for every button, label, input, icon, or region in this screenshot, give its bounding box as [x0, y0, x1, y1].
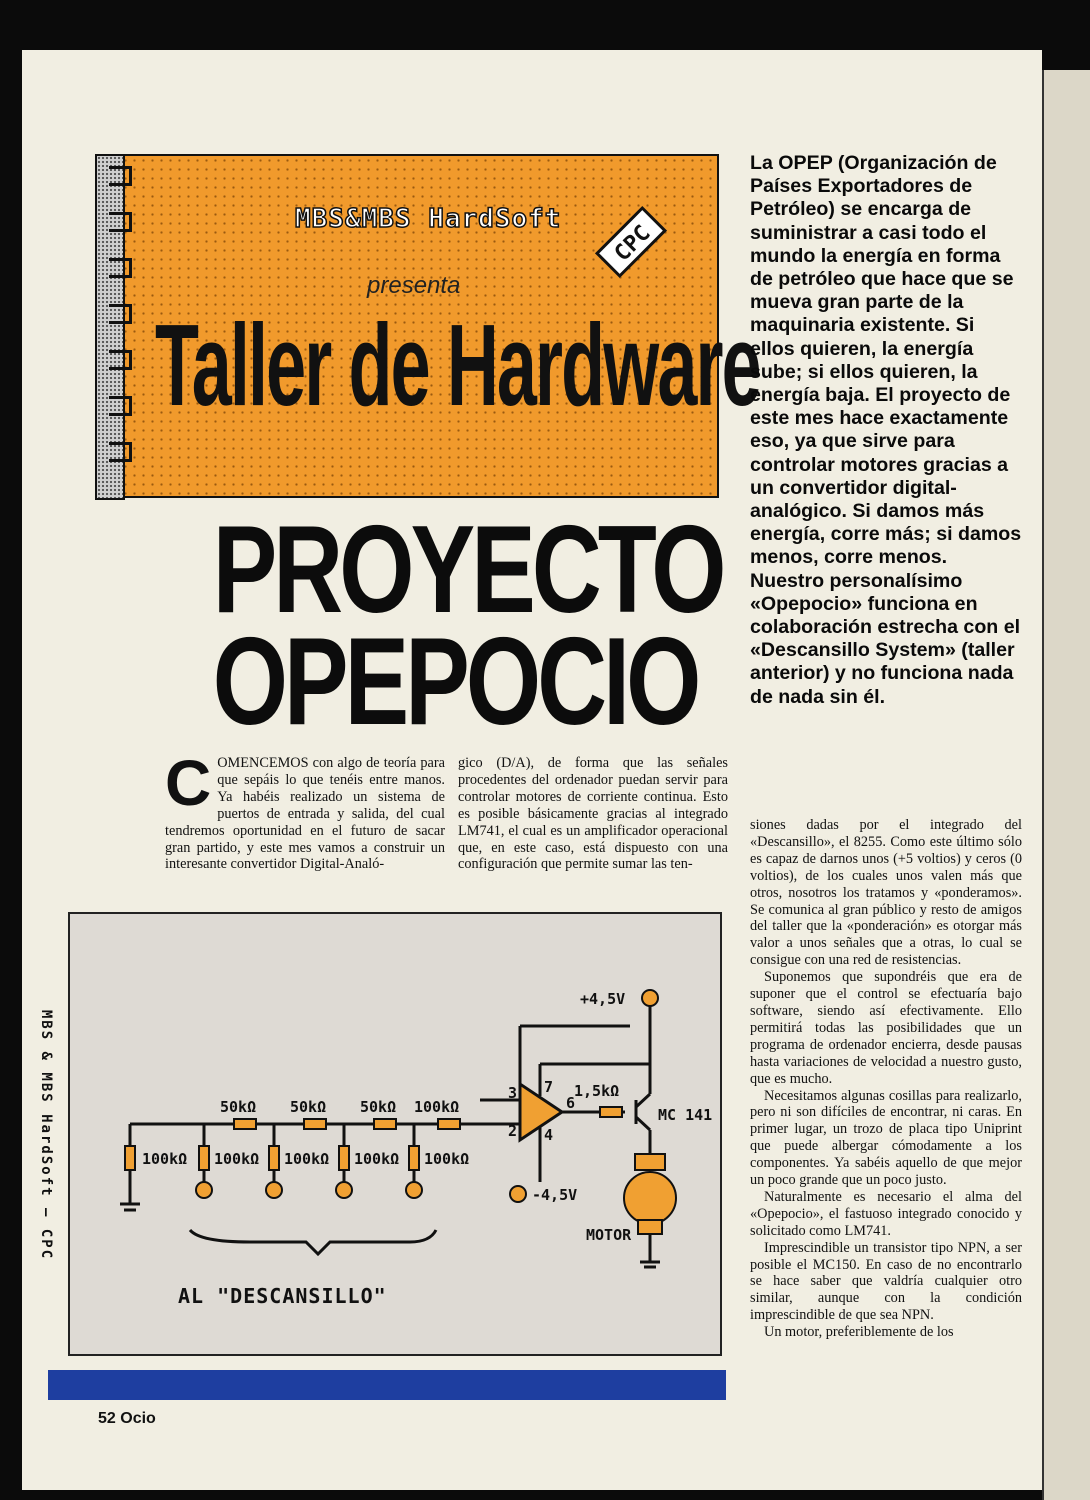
- r-series-label: 50kΩ: [360, 1098, 397, 1116]
- body-paragraph: siones dadas por el integrado del «Descansillo», el 8255. Como este último sólo es capaz de darnos unos (+5 voltios) y ceros (0 voltios), de los cuales unos valen más que otros, nosotros los tratamos y «ponderamos». Se comunica al gran público y resto de amigos del taller que la «ponderación» es otorgar más valor a unos señales que a otras, lo cual se consigue con una red de resistencias.: [750, 817, 1022, 969]
- r-shunt-label: 100kΩ: [354, 1150, 400, 1168]
- body-paragraph: Suponemos que supondréis que era de suponer que el control se efectuaría bajo software, siendo así efectivamente. Ello permitirá todas las posibilidades que un programa de ordenador encierra, desde pausas hasta variaciones de velocidad a nuestro gusto, que es mucho.: [750, 969, 1022, 1087]
- input-terminal: [336, 1182, 352, 1198]
- pin-label: 4: [544, 1126, 554, 1144]
- side-credit: [36, 913, 56, 1361]
- input-terminal: [266, 1182, 282, 1198]
- motor-icon: [624, 1172, 676, 1224]
- resistor: [409, 1146, 419, 1170]
- cpc-badge-label: CPC: [609, 220, 656, 267]
- binding-ring: [109, 166, 132, 186]
- resistor: [374, 1119, 396, 1129]
- binding-ring: [109, 304, 132, 324]
- binding-ring: [109, 258, 132, 278]
- schematic: [70, 914, 720, 1354]
- banner-brand: MBS&MBS HardSoft: [295, 204, 562, 234]
- r-series-label: 100kΩ: [414, 1098, 460, 1116]
- resistor: [600, 1107, 622, 1117]
- motor-label: MOTOR: [586, 1226, 632, 1244]
- body-column-1: [165, 747, 445, 873]
- binding-ring: [109, 396, 132, 416]
- body-paragraph: Necesitamos algunas cosillas para realizarlo, pero ni son difíciles de encontrar, ni caras. En primer lugar, un trozo de placa tipo Uniprint que puede albergar cómodamente a los componentes. Ya sabéis aquello de que mejor un poco grande que un poco justo.: [750, 1087, 1022, 1189]
- body-paragraph: Naturalmente es necesario el alma del «Opepocio», el fastuoso integrado conocido y solicitado como LM741.: [750, 1188, 1022, 1239]
- binding-ring: [109, 350, 132, 370]
- pin-label: 3: [508, 1084, 518, 1102]
- pin-label: 7: [544, 1078, 554, 1096]
- resistor: [339, 1146, 349, 1170]
- resistor: [234, 1119, 256, 1129]
- resistor: [438, 1119, 460, 1129]
- resistor: [199, 1146, 209, 1170]
- r-shunt-label: 100kΩ: [424, 1150, 470, 1168]
- body-text: OMENCEMOS con algo de teoría para que sepáis lo que tenéis entre manos. Ya habéis realizado un sistema de puertos de entrada y salida, del cual tendremos oportunidad en el futuro de sacar gran partido, y este mes vamos a construir un interesante convertidor Digital-Analó-: [165, 755, 445, 873]
- motor-bracket: [635, 1154, 665, 1170]
- cpc-badge-icon: [593, 204, 669, 280]
- resistor: [304, 1119, 326, 1129]
- motor-base: [638, 1220, 662, 1234]
- drop-cap: C: [165, 747, 212, 819]
- next-page-edge: [1042, 70, 1090, 1500]
- headline-line-1: PROYECTO: [212, 501, 723, 639]
- bus-label: AL "DESCANSILLO": [178, 1284, 387, 1308]
- section-title: Taller de Hardware: [155, 300, 760, 430]
- side-credit-text: MBS & MBS HardSoft — CPC: [38, 1009, 54, 1261]
- body-column-2: gico (D/A), de forma que las señales procedentes del ordenador puedan servir para controlar motores de corriente continua. Esto es posible básicamente gracias al integrado LM741, el cual es un amplificador operacional que, en este caso, está dispuesto con una configuración que permite sumar las ten-: [458, 755, 728, 873]
- base-resistor-label: 1,5kΩ: [574, 1082, 620, 1100]
- input-terminal: [406, 1182, 422, 1198]
- r-shunt-label: 100kΩ: [142, 1150, 188, 1168]
- supply-pos-label: +4,5V: [580, 990, 626, 1008]
- footer-bar: [48, 1370, 726, 1400]
- body-paragraph: Imprescindible un transistor tipo NPN, a ser posible el MC150. En caso de no encontrarlo se hace saber que valdría cualquier otro similar, aunque con la condición imprescindible de que sea NPN.: [750, 1239, 1022, 1324]
- section-banner: [95, 154, 760, 496]
- binding-ring: [109, 212, 132, 232]
- supply-neg-label: -4,5V: [532, 1186, 578, 1204]
- supply-terminal: [642, 990, 658, 1006]
- pin-label: 6: [566, 1094, 576, 1112]
- input-terminal: [196, 1182, 212, 1198]
- page-folio: 52 Ocio: [98, 1410, 156, 1427]
- lead-paragraph: La OPEP (Organización de Países Exportadores de Petróleo) se encarga de suministrar a casi todo el mundo la energía en forma de petróleo que hace que se mueva gran parte de la maquinaria existente. Si ellos quieren, la energía sube; si ellos quieren, la energía baja. El proyecto de este mes hace exactamente eso, ya que sirve para controlar motores gracias a un convertidor digital-analógico. Si damos más energía, corre más; si damos menos, corre menos. Nuestro personalísimo «Opepocio» funciona en colaboración estrecha con el «Descansillo System» (taller anterior) y no funciona nada de nada sin él.: [750, 152, 1022, 708]
- binding-ring: [109, 442, 132, 462]
- r-series-label: 50kΩ: [220, 1098, 257, 1116]
- body-paragraph: Un motor, preferiblemente de los: [764, 1324, 954, 1341]
- pin-label: 2: [508, 1122, 518, 1140]
- article-headline: [150, 501, 723, 751]
- r-shunt-label: 100kΩ: [284, 1150, 330, 1168]
- body-column-3: [750, 817, 1022, 1341]
- resistor: [269, 1146, 279, 1170]
- banner-presenta: presenta: [367, 272, 461, 299]
- r-shunt-label: 100kΩ: [214, 1150, 260, 1168]
- resistor: [125, 1146, 135, 1170]
- r-series-label: 50kΩ: [290, 1098, 327, 1116]
- circuit-diagram: [68, 912, 722, 1356]
- headline-line-2: OPEPOCIO: [212, 613, 698, 751]
- supply-terminal: [510, 1186, 526, 1202]
- transistor-label: MC 141: [658, 1106, 713, 1124]
